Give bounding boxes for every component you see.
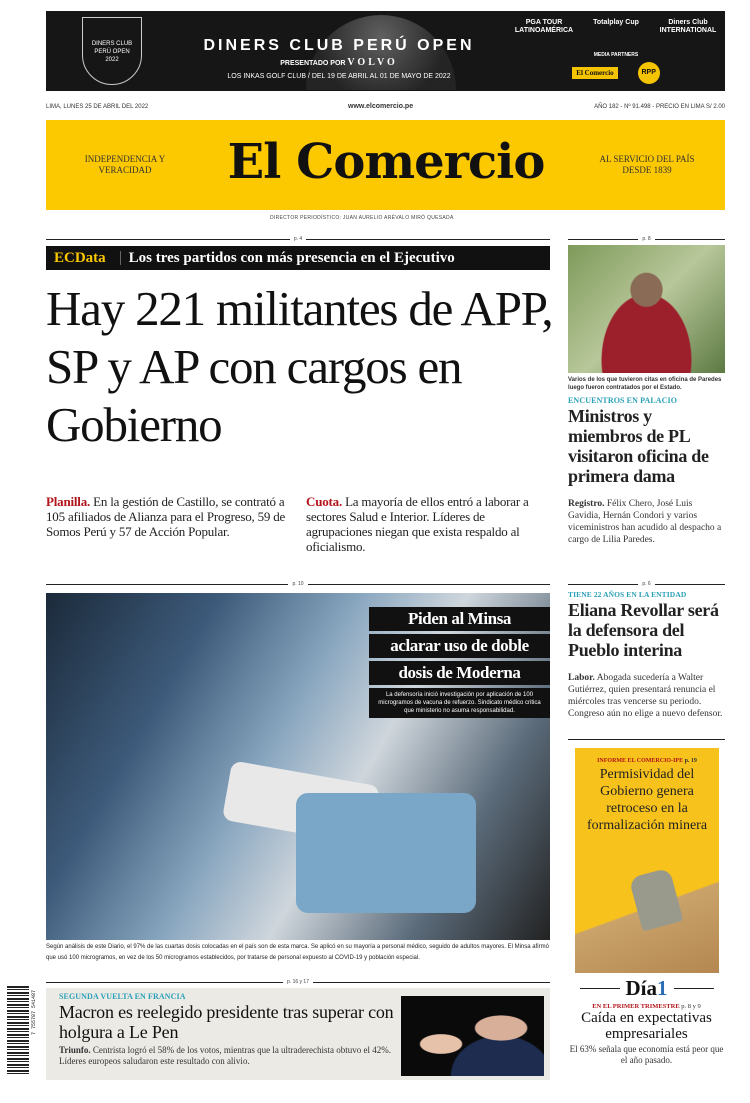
presenter-name: VOLVO — [347, 57, 398, 68]
media-partner-logos — [572, 62, 659, 84]
side-photo-caption: Varios de los que tuvieron citas en oficina de Paredes luego fueron contratados por el Estado. — [568, 377, 722, 391]
barcode — [7, 986, 29, 1076]
bottom-headline: Macron es reelegido presidente tras superar con holgura a Le Pen — [59, 1002, 394, 1042]
motto-left: INDEPENDENCIA Y VERACIDAD — [84, 154, 166, 175]
macron-photo[interactable] — [401, 996, 544, 1076]
advertisement-banner[interactable] — [46, 11, 725, 91]
overlay-line: Piden al Minsa — [369, 607, 550, 631]
first-lady-photo[interactable] — [568, 245, 725, 373]
side1-kicker: ENCUENTROS EN PALACIO — [568, 396, 678, 405]
dia1-body: El 63% señala que economía está peor que el año pasado. — [569, 1044, 724, 1065]
bottom-body — [59, 1045, 394, 1067]
ecdata-bar — [46, 246, 550, 270]
body-text: Centrista logró el 58% de los votos, mientras que la ultraderechista obtuvo el 42%. Líderes europeos saludaron este resultado con alivio. — [59, 1045, 392, 1066]
sponsor-pga: PGA TOUR LATINOAMÉRICA — [514, 19, 574, 34]
side2-body — [568, 672, 725, 720]
dia1-kicker — [592, 1003, 701, 1010]
website-url[interactable]: www.elcomercio.pe — [348, 103, 414, 110]
deck-text: En la gestión de Castillo, se contrató a 105 afiliados de Alianza para el Progreso, 59 de Somos Perú y 57 de Acción Popular. — [46, 494, 286, 539]
masthead — [46, 120, 725, 210]
date-line: LIMA, LUNES 25 DE ABRIL DEL 2022 — [46, 104, 149, 110]
divider — [46, 979, 550, 985]
overlay-line: aclarar uso de doble — [369, 634, 550, 658]
body-label: Registro. — [568, 499, 605, 509]
macron-text — [59, 992, 394, 1067]
bottom-kicker: SEGUNDA VUELTA EN FRANCIA — [59, 992, 186, 1001]
macron-story[interactable] — [46, 988, 550, 1080]
divider — [568, 739, 725, 740]
ecdata-tag: ECData — [54, 249, 106, 266]
vaccine-cooler-graphic — [296, 793, 476, 913]
deck-label: Cuota. — [306, 494, 342, 509]
dia-word: Día — [625, 976, 657, 1000]
page-ref: p. 16 y 17 — [287, 979, 309, 985]
body-text: Félix Chero, José Luis Gavidia, Hernán Condori y varios viceministros han acudido al despacho a cargo de Lilia Paredes. — [568, 499, 722, 545]
body-text: Abogada sucedería a Walter Gutiérrez, quien presentará renuncia el miércoles tras vencerse su periodo. Congreso aún no elige a nuevo defensor. — [568, 673, 723, 719]
sponsor-logos — [511, 19, 721, 35]
lead-headline[interactable]: Hay 221 militantes de APP, SP y AP con cargos en Gobierno — [46, 281, 553, 452]
dia1-logo — [580, 976, 714, 1001]
page-ref: p. 8 y 9 — [681, 1003, 701, 1010]
miner-figure — [629, 868, 684, 932]
overlay-line: dosis de Moderna — [369, 661, 550, 685]
side2-kicker: TIENE 22 AÑOS EN LA ENTIDAD — [568, 590, 687, 599]
kicker-text: EN EL PRIMER TRIMESTRE — [592, 1003, 680, 1010]
side1-body — [568, 498, 725, 546]
page-ref: p. 8 — [642, 236, 651, 242]
divider — [46, 236, 550, 242]
newspaper-logo: El Comercio — [227, 134, 545, 190]
tournament-logo: DINERS CLUB PERÚ OPEN 2022 — [82, 17, 142, 85]
lead-deck-right — [306, 494, 551, 554]
media-partner-rpp: RPP — [638, 62, 660, 84]
report-kicker — [575, 758, 719, 764]
separator — [120, 251, 121, 265]
ad-presenter — [184, 57, 494, 68]
media-partners — [536, 51, 696, 84]
page-ref: p. 10 — [292, 581, 304, 587]
divider — [674, 988, 714, 989]
body-label: Labor. — [568, 673, 595, 683]
sponsor-totalplay: Totalplay Cup — [593, 19, 639, 26]
ecdata-title: Los tres partidos con más presencia en el Ejecutivo — [128, 249, 455, 266]
kicker-text: INFORME EL COMERCIO-IPE — [597, 758, 684, 764]
side2-headline[interactable]: Eliana Revollar será la defensora del Pueblo interina — [568, 600, 719, 660]
dia-number: 1 — [657, 976, 668, 1000]
media-partner-elcomercio: El Comercio — [572, 67, 617, 79]
photo-headline-overlay[interactable] — [369, 607, 550, 718]
motto-right: AL SERVICIO DEL PAÍS DESDE 1839 — [599, 154, 695, 175]
ad-title: DINERS CLUB PERÚ OPEN — [203, 37, 475, 54]
report-headline: Permisividad del Gobierno genera retroceso en la formalización minera — [586, 767, 708, 833]
divider — [568, 581, 725, 587]
deck-label: Planilla. — [46, 494, 91, 509]
mining-report-box[interactable] — [575, 748, 719, 973]
lead-deck-left — [46, 494, 291, 539]
side-story-defensora — [568, 581, 725, 720]
sponsor-diners: Diners Club INTERNATIONAL — [659, 19, 717, 34]
body-label: Triunfo. — [59, 1045, 91, 1055]
dia1-section — [568, 976, 725, 1066]
edition-info: AÑO 182 - Nº 91.498 - PRECIO EN LIMA S/ 2.00 — [594, 104, 725, 110]
miner-illustration — [575, 858, 719, 973]
divider — [568, 236, 725, 242]
divider — [46, 581, 550, 587]
barcode-number: 7 755787 541487 — [31, 990, 37, 1036]
deck-text: La mayoría de ellos entró a laborar a sectores Salud e Interior. Líderes de agrupaciones niegan que exista respaldo al oficialismo. — [306, 494, 529, 554]
photo-caption: Según análisis de este Diario, el 97% de las cuartas dosis colocadas en el país son de esta marca. Se aplicó en su mayoría a personal médico, seguido de adultos mayores. El Minsa afirmó que usó 100 microgramos, en vez de los 50 microgramos establecidos, por tratarse de personal expuesto al COVID-19 y población especial. — [46, 944, 549, 961]
media-partners-label: MEDIA PARTNERS — [593, 52, 639, 58]
side1-headline[interactable]: Ministros y miembros de PL visitaron oficina de primera dama — [568, 406, 709, 486]
ad-venue: LOS INKAS GOLF CLUB / DEL 19 DE ABRIL AL 01 DE MAYO DE 2022 — [227, 73, 451, 80]
director-credit: DIRECTOR PERIODÍSTICO: JUAN AURELIO ARÉVALO MIRÓ QUESADA — [270, 215, 454, 221]
presented-by-label: PRESENTADO POR — [280, 60, 346, 67]
overlay-summary: La defensoría inició investigación por aplicación de 100 microgramos de vacuna de refuerzo. Sindicato médico critica que ministerio no asuma responsabilidad. — [369, 688, 550, 718]
side-story-first-lady — [568, 236, 725, 546]
page-ref: p. 19 — [684, 758, 697, 764]
dia1-headline[interactable]: Caída en expectativas empresariales — [581, 1010, 712, 1042]
page-ref: p. 4 — [293, 236, 303, 242]
page-ref: p. 6 — [642, 581, 651, 587]
divider — [580, 988, 620, 989]
